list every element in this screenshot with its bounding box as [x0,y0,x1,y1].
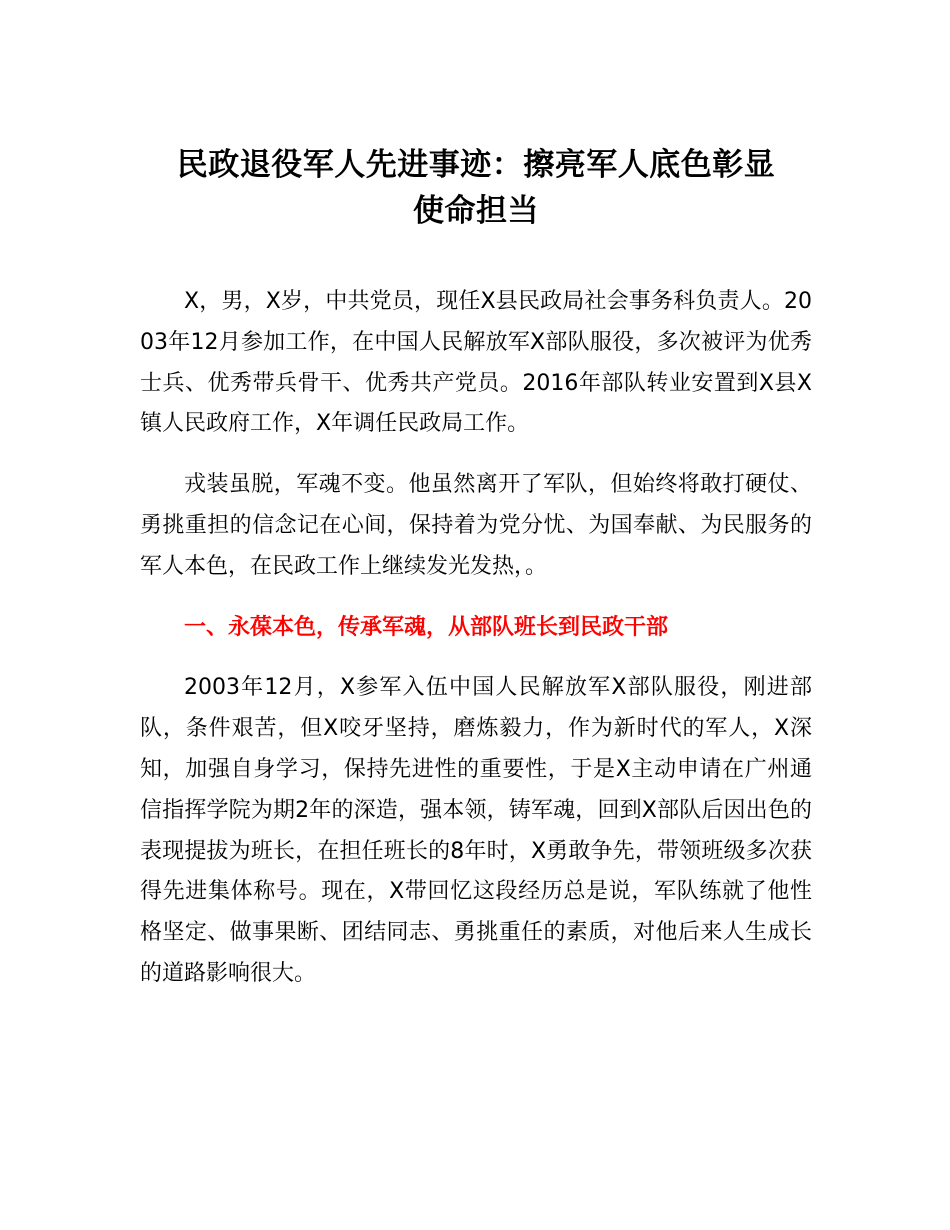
title-line-1: 民政退役军人先进事迹：擦亮军人底色彰显 [176,147,776,183]
section-paragraph: 2003年12月，X参军入伍中国人民解放军X部队服役，刚进部队，条件艰苦，但X咬牙坚持，磨炼毅力，作为新时代的军人，X深知，加强自身学习，保持先进性的重要性，于是X主动申请在广州通信指挥学院为期2年的深造，强本领，铸军魂，回到X部队后因出色的表现提拔为班长，在担任班长的8年时，X勇敢争先，带领班级多次获得先进集体称号。现在，X带回忆这段经历总是说，军队练就了他性格坚定、做事果断、团结同志、勇挑重任的素质，对他后来人生成长的道路影响很大。 [140,675,812,986]
title-line-2: 使命担当 [413,193,539,229]
summary-paragraph: 戎装虽脱，军魂不变。他虽然离开了军队，但始终将敢打硬仗、勇挑重担的信念记在心间，保持着为党分忧、为国奉献、为民服务的军人本色，在民政工作上继续发光发热，。 [140,472,812,579]
intro-paragraph: X，男，X岁，中共党员，现任X县民政局社会事务科负责人。2003年12月参加工作，在中国人民解放军X部队服役，多次被评为优秀士兵、优秀带兵骨干、优秀共产党员。2016年部队转业安置到X县X镇人民政府工作，X年调任民政局工作。 [140,289,812,437]
document-title [140,142,812,234]
section-heading: 一、永葆本色，传承军魂，从部队班长到民政干部 [184,614,669,640]
document-body [140,142,812,995]
